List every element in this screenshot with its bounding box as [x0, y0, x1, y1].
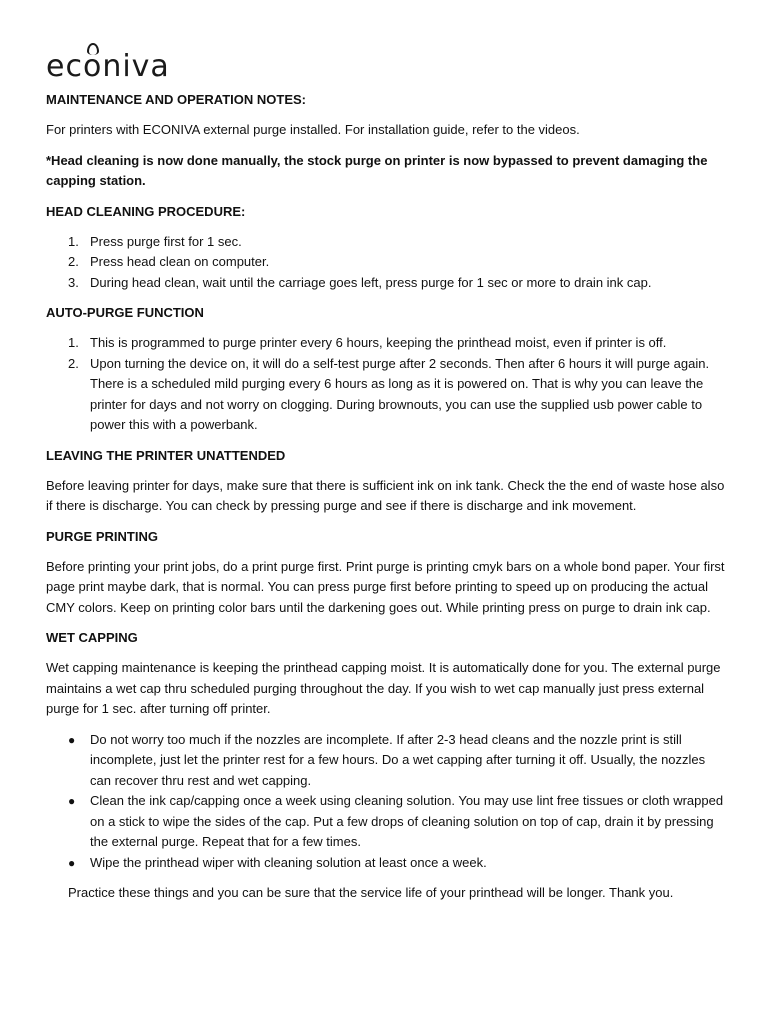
- wet-capping-heading: WET CAPPING: [46, 630, 138, 645]
- document-title: MAINTENANCE AND OPERATION NOTES:: [46, 92, 306, 107]
- list-item: ● Clean the ink cap/capping once a week using cleaning solution. You may use lint free tissues or cloth wrapped on a stick to wipe the sides of the cap. Put a few drops of cleaning solution on top of cap, drain it by pressing the external purge. Repeat that for a few times.: [68, 793, 724, 849]
- head-cleaning-list: [46, 232, 726, 294]
- bullet-icon: ●: [68, 855, 76, 870]
- notice-paragraph: *Head cleaning is now done manually, the stock purge on printer is now bypassed to prevent damaging the capping station.: [46, 152, 708, 188]
- unattended-heading: LEAVING THE PRINTER UNATTENDED: [46, 447, 286, 463]
- intro-paragraph: For printers with ECONIVA external purge installed. For installation guide, refer to the videos.: [46, 122, 580, 137]
- document-page: [46, 48, 726, 914]
- purge-printing-heading: PURGE PRINTING: [46, 528, 158, 544]
- auto-purge-heading: AUTO-PURGE FUNCTION: [46, 305, 204, 320]
- closing-paragraph: Practice these things and you can be sure that the service life of your printhead will be longer. Thank you.: [68, 885, 674, 900]
- wet-capping-bullets: [46, 730, 726, 874]
- econiva-logo: econiva: [46, 49, 170, 84]
- list-item: 3. During head clean, wait until the carriage goes left, press purge for 1 sec or more to drain ink cap.: [68, 274, 652, 290]
- head-cleaning-heading: HEAD CLEANING PROCEDURE:: [46, 203, 246, 219]
- list-item: ● Do not worry too much if the nozzles are incomplete. If after 2-3 head cleans and the nozzle print is still incomplete, just let the printer rest for a few hours. Do a wet capping after turning it off. Usually, the nozzles can recover thru rest and wet capping.: [68, 731, 706, 788]
- unattended-paragraph: Before leaving printer for days, make sure that there is sufficient ink on ink tank. Check the the end of waste hose also if there is discharge. You can check by pressing purge and see if there is discharge and ink movement.: [46, 477, 725, 513]
- bullet-icon: ●: [68, 732, 76, 747]
- list-item: 2. Press head clean on computer.: [68, 254, 270, 269]
- logo-leaf-o: o: [82, 49, 103, 84]
- list-item: 1. Press purge first for 1 sec.: [68, 233, 242, 249]
- wet-capping-paragraph: Wet capping maintenance is keeping the printhead capping moist. It is automatically done for you. The external purge maintains a wet cap thru scheduled purging throughout the day. If you wish to wet cap manually just press external purge for 1 sec. after turning off printer.: [46, 660, 721, 716]
- list-item: 1. This is programmed to purge printer every 6 hours, keeping the printhead moist, even if printer is off.: [68, 335, 667, 350]
- auto-purge-list: [46, 333, 726, 436]
- purge-printing-paragraph: Before printing your print jobs, do a print purge first. Print purge is printing cmyk bars on a whole bond paper. Your first page print maybe dark, that is normal. You can press purge first before printing to speed up on producing the actual CMY colors. Keep on printing color bars until the darkening goes out. While printing press on purge to drain ink cap.: [46, 558, 725, 615]
- list-item: ● Wipe the printhead wiper with cleaning solution at least once a week.: [46, 853, 726, 874]
- bullet-icon: ●: [68, 794, 76, 808]
- list-item: 2. Upon turning the device on, it will do a self-test purge after 2 seconds. Then after 6 hours it will purge again. There is a scheduled mild purging every 6 hours as long as it is powered on. That is why you can leave the printer for days and not worry on clogging. During brownouts, you can use the supplied usb power cable to power this with a powerbank.: [68, 355, 710, 432]
